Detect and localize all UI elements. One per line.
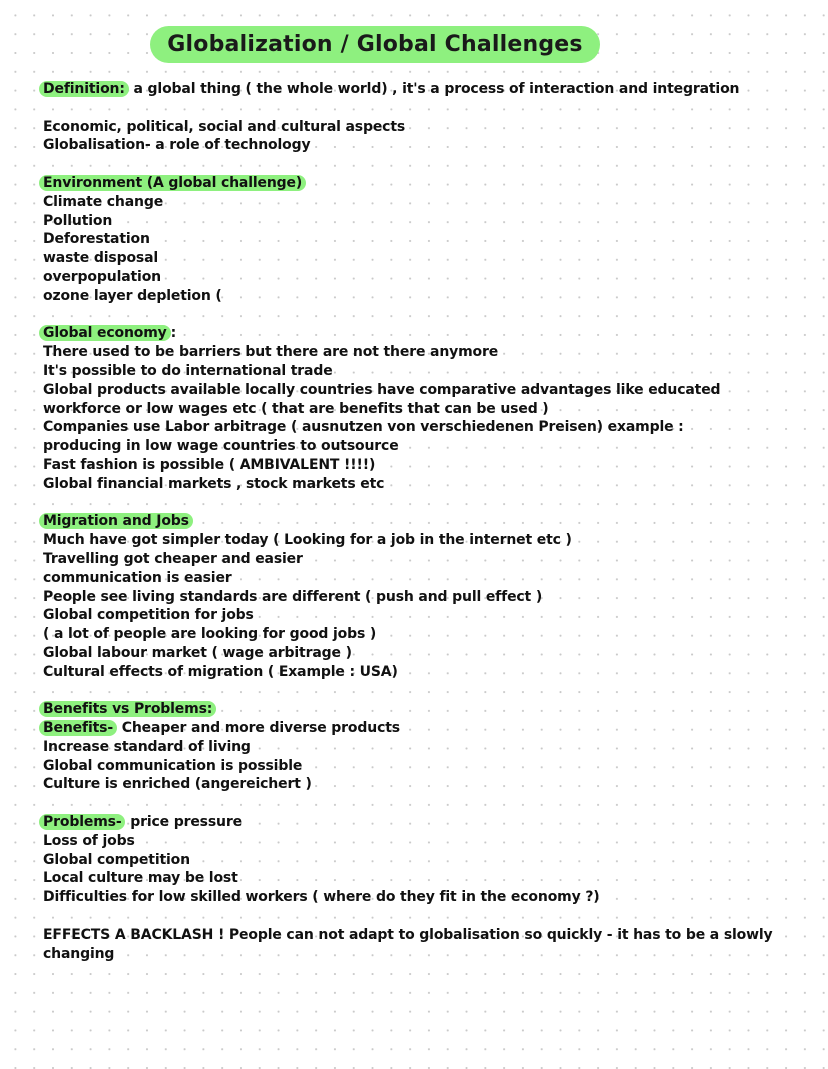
list-item: overpopulation [43,268,161,285]
list-item: producing in low wage countries to outsource [43,438,399,455]
benefits-vs-problems-heading: Benefits vs Problems: [39,701,216,717]
benefits-label: Benefits- [39,720,117,736]
problems-first-text: price pressure [125,814,242,831]
list-item: Global labour market ( wage arbitrage ) [43,644,352,661]
list-item: Culture is enriched (angereichert ) [43,776,312,793]
benefits-first-text: Cheaper and more diverse products [117,720,400,737]
list-item: It's possible to do international trade [43,362,333,379]
list-item: ozone layer depletion ( [43,287,222,304]
benefits-heading-line [43,700,813,719]
economy-heading-suffix: : [170,325,177,342]
problems-label: Problems- [39,814,125,830]
spacer [43,907,813,926]
environment-heading: Environment (A global challenge) [39,175,306,191]
list-item: Companies use Labor arbitrage ( ausnutzen von verschiedenen Preisen) example : [43,419,684,436]
spacer [43,682,813,701]
definition-line [43,80,813,99]
benefits-first-line [43,719,813,738]
intro-line: Economic, political, social and cultural aspects [43,118,406,135]
list-item: Global communication is possible [43,757,303,774]
page-title: Globalization / Global Challenges [167,32,583,57]
spacer [43,99,813,118]
list-item: Cultural effects of migration ( Example : USA) [43,663,398,680]
list-item: ( a lot of people are looking for good jobs ) [43,626,377,643]
list-item: communication is easier [43,569,232,586]
economy-heading: Global economy [39,325,171,341]
spacer [43,494,813,513]
list-item: Deforestation [43,231,150,248]
list-item: Global competition for jobs [43,607,254,624]
spacer [43,155,813,174]
backlash-line: changing [43,945,115,962]
list-item: Global financial markets , stock markets etc [43,475,385,492]
list-item: Global products available locally countries have comparative advantages like educated [43,381,721,398]
intro-line: Globalisation- a role of technology [43,137,311,154]
migration-heading-line [43,512,813,531]
backlash-line: EFFECTS A BACKLASH ! People can not adapt to globalisation so quickly - it has to be a slowly [43,926,773,943]
list-item: Much have got simpler today ( Looking for a job in the internet etc ) [43,532,572,549]
list-item: There used to be barriers but there are not there anymore [43,344,499,361]
definition-text: a global thing ( the whole world) , it's a process of interaction and integration [128,81,740,97]
list-item: Global competition [43,851,190,868]
list-item: Increase standard of living [43,738,251,755]
list-item: workforce or low wages etc ( that are benefits that can be used ) [43,400,549,417]
economy-heading-line [43,324,813,343]
environment-heading-line [43,174,813,193]
list-item: People see living standards are different ( push and pull effect ) [43,588,543,605]
title-highlight [150,26,600,63]
list-item: Difficulties for low skilled workers ( where do they fit in the economy ?) [43,889,600,906]
spacer [43,306,813,325]
list-item: Fast fashion is possible ( AMBIVALENT !!!!) [43,456,376,473]
migration-heading: Migration and Jobs [39,513,193,529]
list-item: Local culture may be lost [43,870,238,887]
notes-body [43,80,813,963]
problems-first-line [43,813,813,832]
definition-label: Definition: [39,81,129,97]
list-item: Pollution [43,212,113,229]
list-item: waste disposal [43,250,159,267]
list-item: Loss of jobs [43,832,135,849]
list-item: Travelling got cheaper and easier [43,550,303,567]
list-item: Climate change [43,193,164,210]
spacer [43,794,813,813]
